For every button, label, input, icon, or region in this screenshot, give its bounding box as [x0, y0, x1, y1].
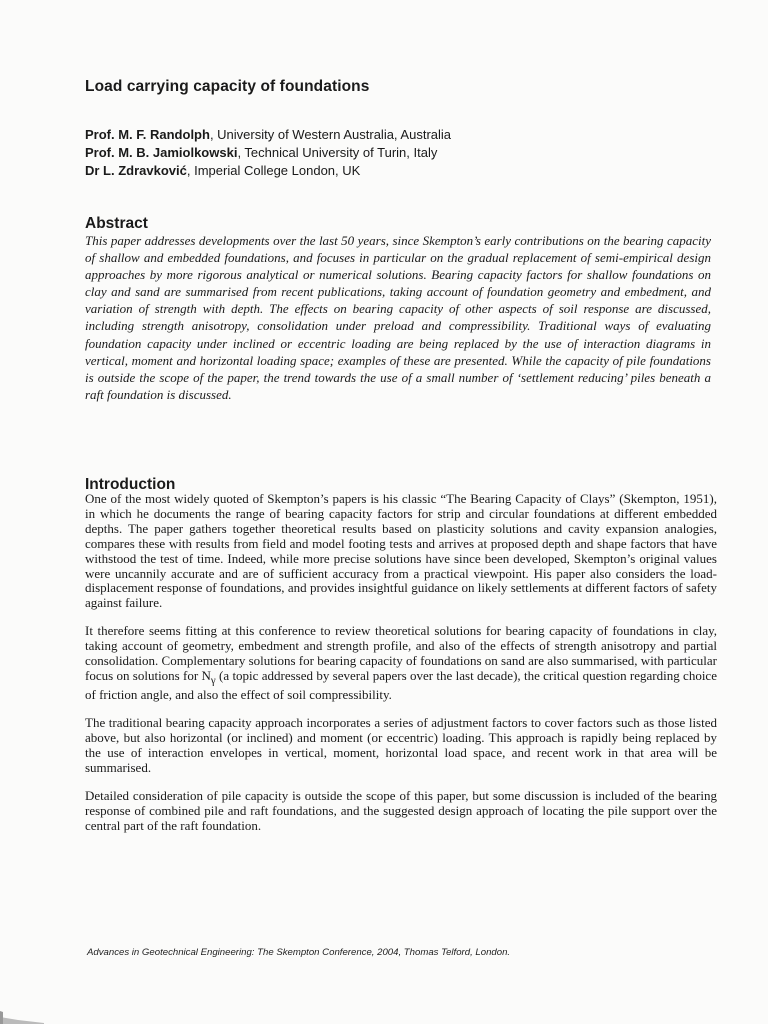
- gamma-subscript: γ: [210, 674, 216, 687]
- abstract-text: This paper addresses developments over the last 50 years, since Skempton’s early contributions on the bearing capacity of shallow and embedded foundations, and focuses in particular on the gradual replacement of semi-empirical design approaches by more rigorous analytical or numerical solutions. Bearing capacity factors for shallow foundations on clay and sand are summarised from recent publications, taking account of foundation geometry and embedment, and variation of strength with depth. The effects on bearing capacity of other aspects of soil response are discussed, including strength anisotropy, consolidation under preload and compressibility. Traditional ways of evaluating foundation capacity under inclined or eccentric loading are being replaced by the use of interaction diagrams in vertical, moment and horizontal loading space; examples of these are presented. While the capacity of pile foundations is outside the scope of the paper, the trend towards the use of a small number of ‘settlement reducing’ piles beneath a raft foundation is discussed.: [85, 233, 711, 402]
- introduction-heading: Introduction: [85, 476, 176, 493]
- author-line: [85, 162, 451, 180]
- paper-title: Load carrying capacity of foundations: [85, 78, 370, 95]
- author-affiliation: , University of Western Australia, Australia: [209, 127, 452, 142]
- author-line: [85, 144, 451, 162]
- introduction-paragraph: The traditional bearing capacity approach incorporates a series of adjustment factors to cover factors such as those listed above, but also horizontal (or inclined) and moment (or eccentric) loading. This approach is rapidly being replaced by the use of interaction envelopes in vertical, moment, horizontal load space, and recent work in that area will be summarised.: [85, 715, 717, 776]
- introduction-body: [85, 492, 717, 847]
- author-name: Prof. M. B. Jamiolkowski: [85, 145, 238, 160]
- author-list: [85, 126, 451, 180]
- abstract-heading: Abstract: [85, 215, 148, 232]
- introduction-paragraph: It therefore seems fitting at this conference to review theoretical solutions for bearing capacity of foundations in clay, taking account of geometry, embedment and strength profile, and also of the effects of strength anisotropy and partial consolidation. Complementary solutions for bearing capacity of foundations on sand are also summarised, with particular focus on solutions for $N_\gamma$ (a topic addressed by several papers over the last decade), the critical question regarding choice of friction angle, and also the effect of soil compressibility.: [85, 623, 717, 703]
- introduction-paragraph: One of the most widely quoted of Skempton’s papers is his classic “The Bearing Capacity of Clays” (Skempton, 1951), in which he documents the range of bearing capacity factors for strip and circular foundations at different embedded depths. The paper gathers together theoretical results based on plasticity solutions and cavity expansion analogies, compares these with results from field and model footing tests and arrives at proposed depth and shape factors that have withstood the test of time. Indeed, while more precise solutions have since been developed, Skempton’s original values were uncannily accurate and are of sufficient accuracy from a practical viewpoint. His paper also considers the load-displacement response of foundations, and provides insightful guidance on likely settlements at different factors of safety against failure.: [85, 491, 717, 611]
- page-footer: Advances in Geotechnical Engineering: The Skempton Conference, 2004, Thomas Telford, London.: [87, 947, 511, 958]
- scan-artifact-mark: [0, 1005, 44, 1024]
- author-affiliation: , Technical University of Turin, Italy: [237, 145, 438, 160]
- author-affiliation: , Imperial College London, UK: [186, 163, 361, 178]
- author-name: Prof. M. F. Randolph: [85, 127, 210, 142]
- author-name: Dr L. Zdravković: [85, 163, 187, 178]
- introduction-paragraph: Detailed consideration of pile capacity is outside the scope of this paper, but some discussion is included of the bearing response of combined pile and raft foundations, and the suggested design approach of locating the pile support over the central part of the raft foundation.: [85, 788, 717, 833]
- author-line: [85, 126, 451, 144]
